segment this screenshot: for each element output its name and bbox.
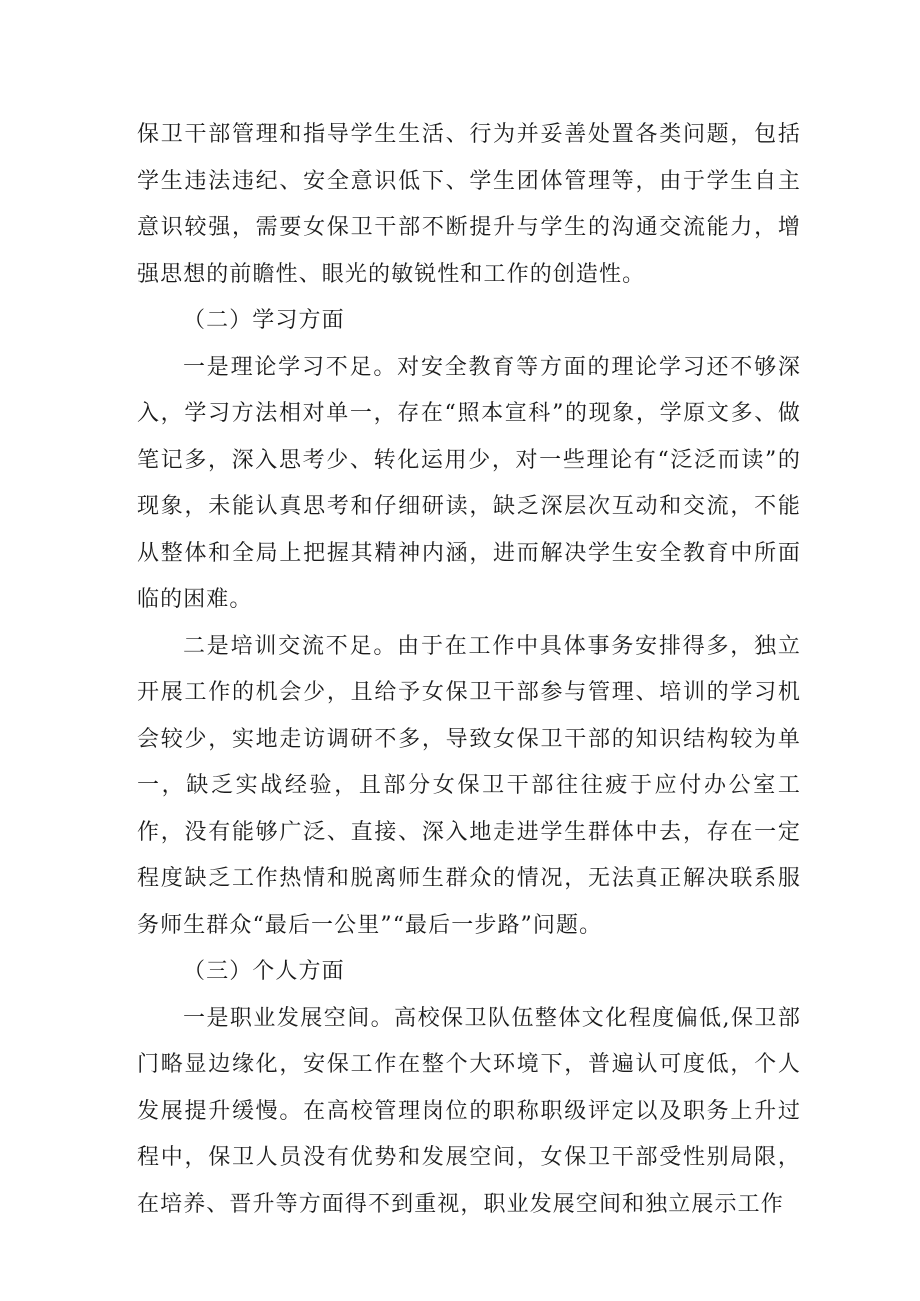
paragraph-career-development: 一是职业发展空间。高校保卫队伍整体文化程度偏低,保卫部门略显边缘化，安保工作在整个大环境下，普遍认可度低，个人发展提升缓慢。在高校管理岗位的职称职级评定以及职务上升过程中，保卫人员没有优势和发展空间，女保卫干部受性别局限，在培养、晋升等方面得不到重视，职业发展空间和独立展示工作 xyxy=(137,1005,801,1217)
document-body xyxy=(137,112,801,1228)
section-heading-personal: （三）个人方面 xyxy=(183,959,345,984)
paragraph-training-exchange: 二是培训交流不足。由于在工作中具体事务安排得多，独立开展工作的机会少，且给予女保卫干部参与管理、培训的学习机会较少，实地走访调研不多，导致女保卫干部的知识结构较为单一，缺乏实战经验，且部分女保卫干部往往疲于应付办公室工作，没有能够广泛、直接、深入地走进学生群体中去，存在一定程度缺乏工作热情和脱离师生群众的情况，无法真正解决联系服务师生群众“最后一公里”“最后一步路”问题。 xyxy=(137,633,801,938)
paragraph-theory-study: 一是理论学习不足。对安全教育等方面的理论学习还不够深入，学习方法相对单一，存在“照本宣科”的现象，学原文多、做笔记多，深入思考少、转化运用少，对一些理论有“泛泛而读”的现象，未能认真思考和仔细研读，缺乏深层次互动和交流，不能从整体和全局上把握其精神内涵，进而解决学生安全教育中所面临的困难。 xyxy=(137,354,801,612)
paragraph-continuation: 保卫干部管理和指导学生生活、行为并妥善处置各类问题，包括学生违法违纪、安全意识低下、学生团体管理等，由于学生自主意识较强，需要女保卫干部不断提升与学生的沟通交流能力，增强思想的前瞻性、眼光的敏锐性和工作的创造性。 xyxy=(137,122,801,287)
section-heading-study: （二）学习方面 xyxy=(183,308,345,333)
